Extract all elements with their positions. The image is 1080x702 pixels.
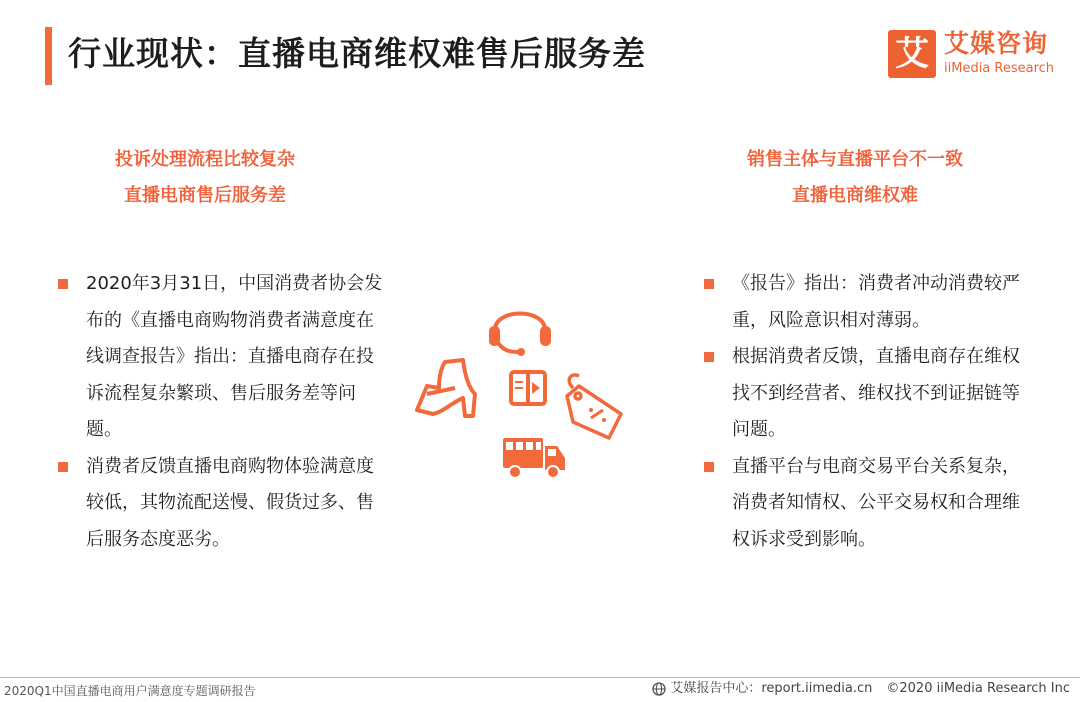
bullet-text: 《报告》指出：消费者冲动消费较严重，风险意识相对薄弱。 [732,273,1020,331]
bullet-text: 2020年3月31日，中国消费者协会发布的《直播电商购物消费者满意度在线调查报告》指出：直播电商存在投诉流程复杂繁琐、售后服务差等问题。 [86,273,383,440]
left-subheading [40,142,370,214]
right-subheading-line-1: 销售主体与直播平台不一致 [747,149,963,170]
square-bullet-icon [58,462,68,472]
logo-name-cn: 艾媒咨询 [944,29,1049,58]
left-subheading-line-2: 直播电商售后服务差 [124,185,286,206]
logo-mark: 艾 [888,30,936,78]
right-subheading [690,142,1020,214]
copyright-text: ©2020 iiMedia Research Inc [886,681,1070,696]
list-item [702,449,1032,559]
footer-source: 2020Q1中国直播电商用户满意度专题调研报告 [4,684,256,698]
list-item [56,266,391,449]
globe-icon [652,682,666,696]
delivery-truck-icon [503,438,565,478]
page-title: 行业现状：直播电商维权难售后服务差 [68,34,646,73]
left-subheading-line-1: 投诉处理流程比较复杂 [115,149,295,170]
square-bullet-icon [58,279,68,289]
headset-icon [489,314,551,357]
ecommerce-icon-cluster [405,290,635,490]
list-item [702,339,1032,449]
right-subheading-line-2: 直播电商维权难 [792,185,918,206]
high-heel-icon [417,360,475,416]
right-bullet-list [702,266,1032,558]
bullet-text: 根据消费者反馈，直播电商存在维权找不到经营者、维权找不到证据链等问题。 [732,346,1020,440]
square-bullet-icon [704,462,714,472]
title-accent-bar [45,27,52,85]
square-bullet-icon [704,352,714,362]
price-tag-icon [567,375,621,438]
media-book-icon [511,372,545,404]
list-item [702,266,1032,339]
logo-name-en: iiMedia Research [944,61,1055,76]
bullet-text: 直播平台与电商交易平台关系复杂，消费者知情权、公平交易权和合理维权诉求受到影响。 [732,455,1020,550]
left-bullet-list [56,266,391,558]
list-item [56,449,391,559]
footer-credit [652,680,1070,698]
footer-divider [0,677,1080,678]
bullet-text: 消费者反馈直播电商购物体验满意度较低，其物流配送慢、假货过多、售后服务态度恶劣。 [86,455,374,550]
iimedia-logo [888,30,1064,84]
report-center-link[interactable]: 艾媒报告中心：report.iimedia.cn [670,681,873,696]
square-bullet-icon [704,279,714,289]
